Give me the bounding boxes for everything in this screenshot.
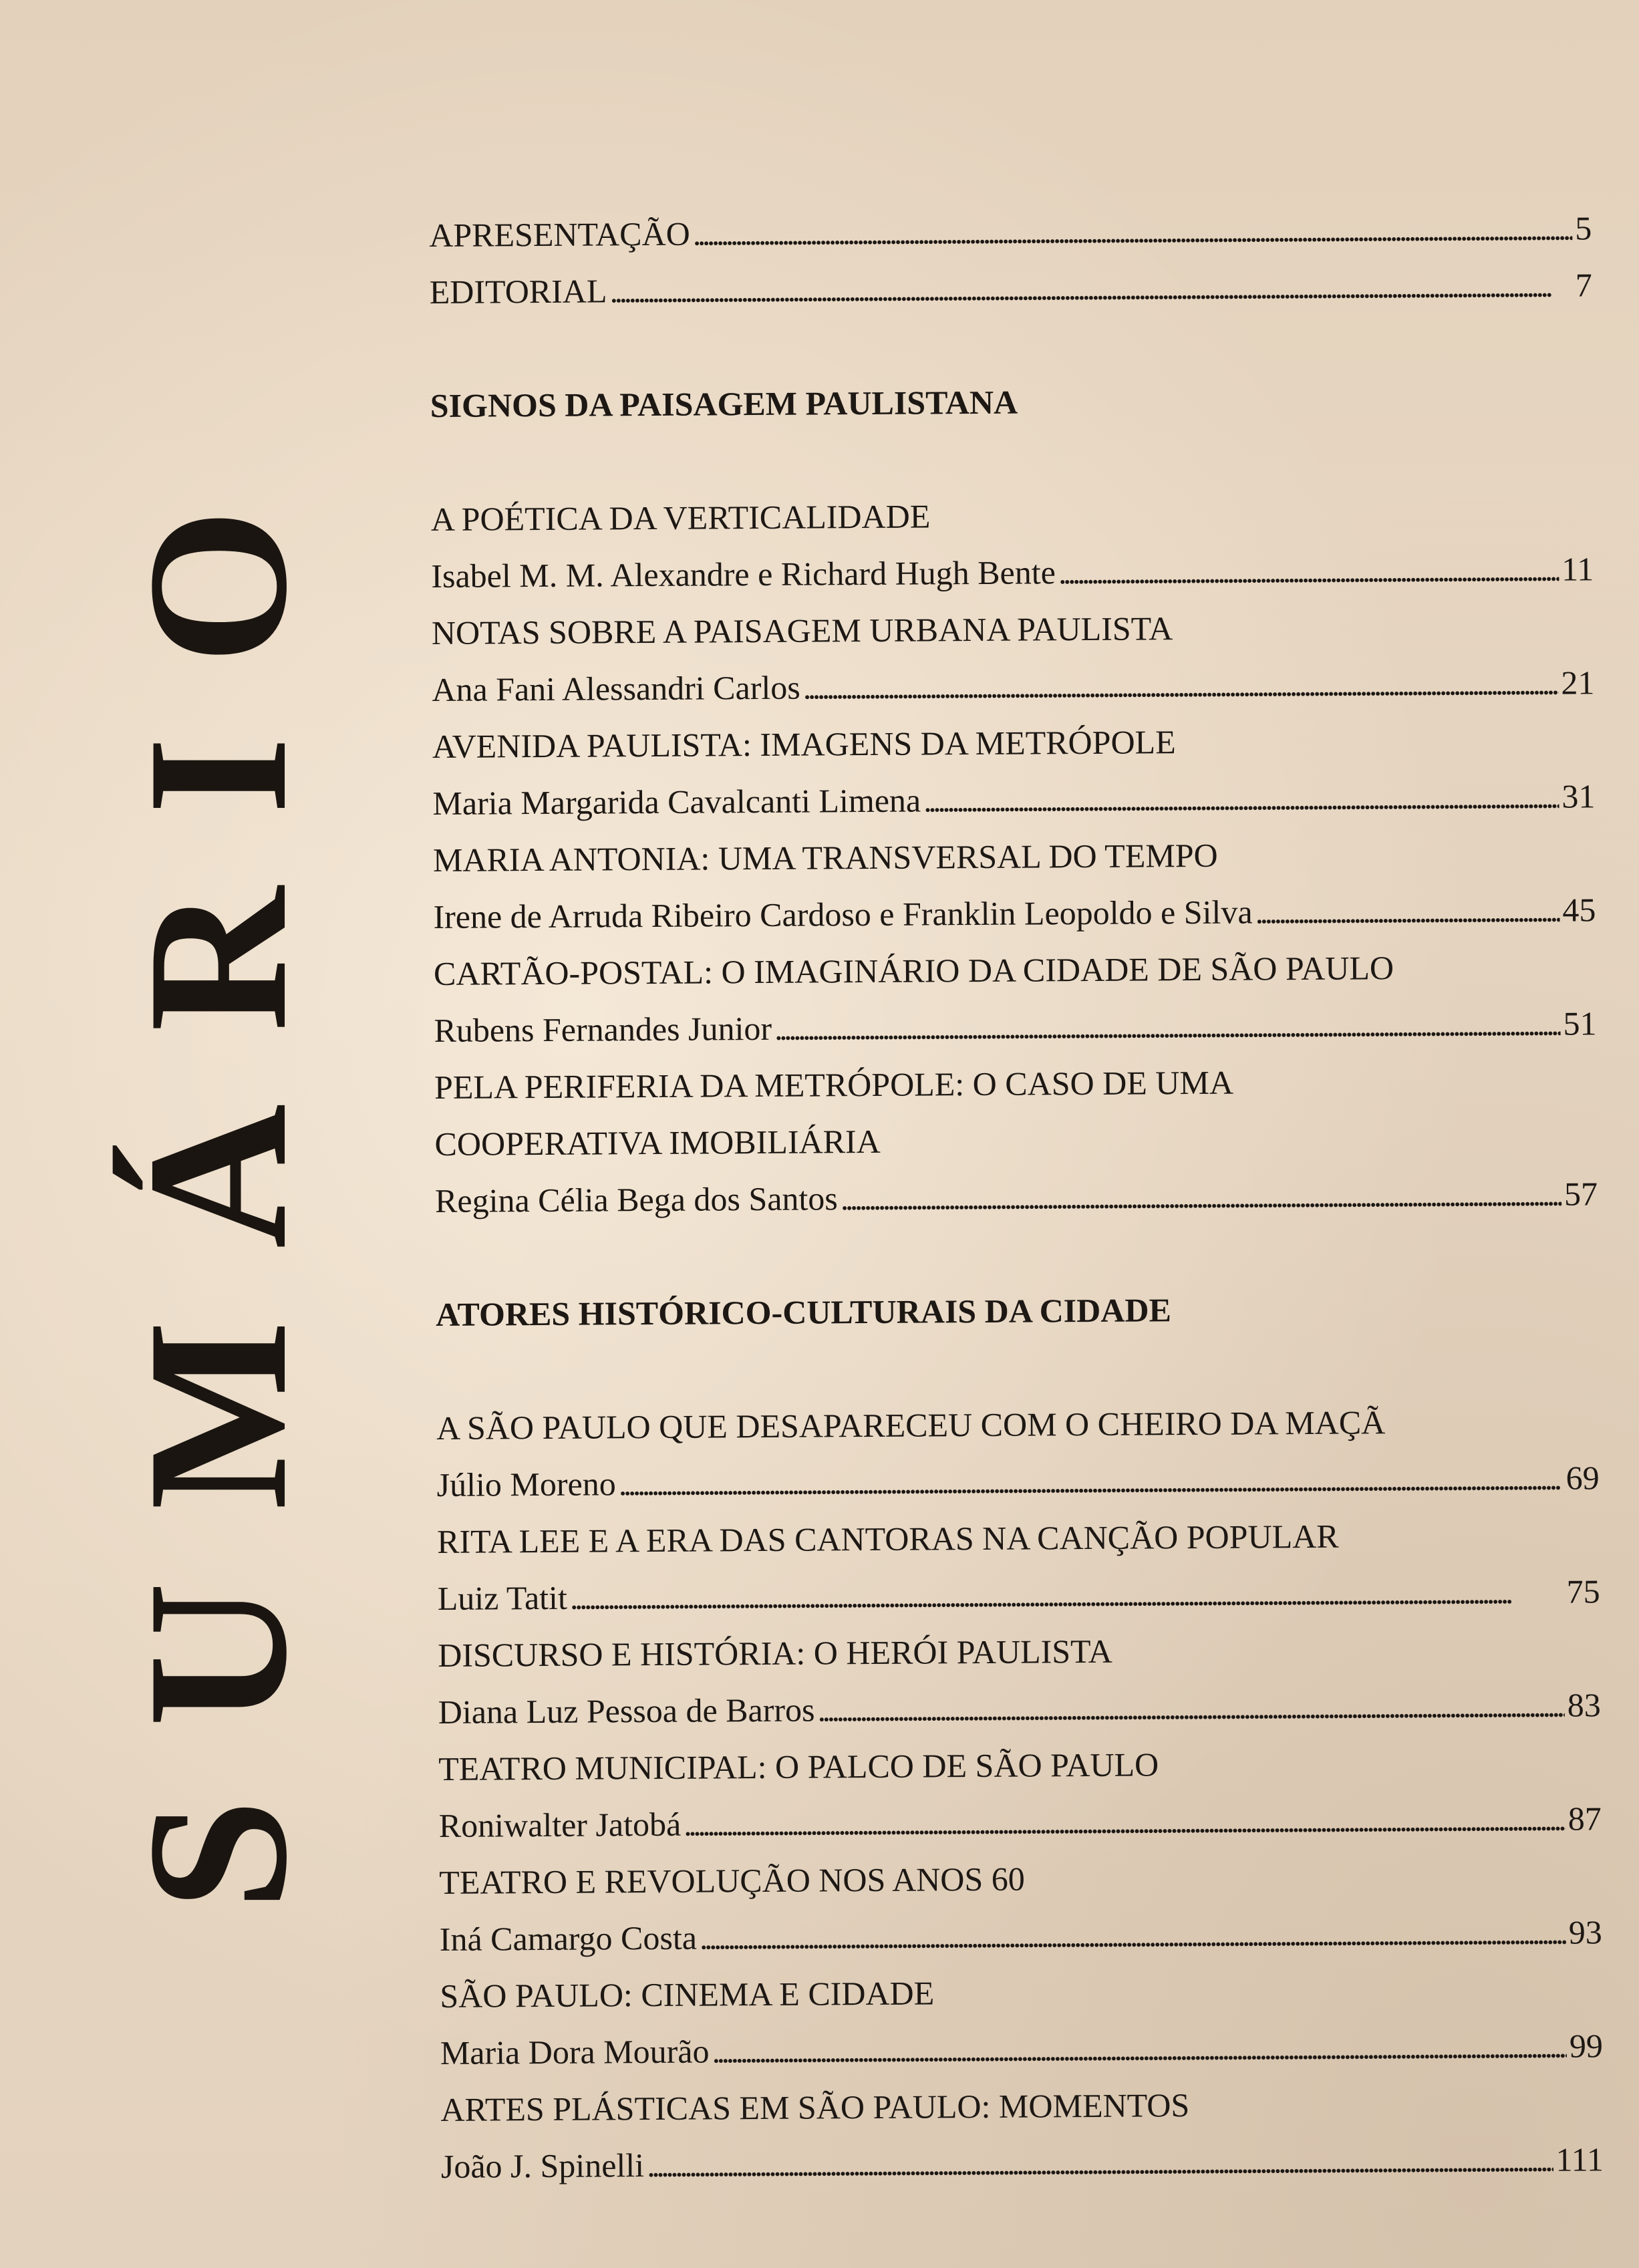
dot-leader [609,257,1573,320]
article-title: MARIA ANTONIA: UMA TRANSVERSAL DO TEMPO [432,836,1218,879]
dot-leader [802,655,1558,716]
dot-leader [1255,882,1559,941]
entry-text: Rubens Fernandes Junior [434,1009,772,1049]
entry-text: Júlio Moreno [436,1465,616,1504]
front-matter-entry [430,257,1592,321]
page-number: 69 [1566,1459,1600,1497]
entry-text: Luiz Tatit [437,1578,568,1617]
entry-text: Irene de Arruda Ribeiro Cardoso e Franklin Leopoldo e Silva [433,893,1253,936]
article-author-entry [435,1165,1598,1230]
dot-leader [841,1166,1562,1228]
front-matter-entry [429,200,1592,264]
entry-text: Isabel M. M. Alexandre e Richard Hugh Bente [431,553,1056,595]
dot-leader [692,200,1572,263]
article-author-entry [434,995,1596,1059]
page-number: 7 [1575,266,1592,304]
page-number: 87 [1568,1800,1602,1838]
entry-text: Roniwalter Jatobá [438,1805,682,1844]
page-number: 93 [1568,1913,1602,1951]
table-of-contents [429,200,1604,2195]
article-author-entry [432,654,1594,718]
page-number: 57 [1563,1175,1598,1213]
page-number: 31 [1561,777,1596,815]
dot-leader [647,2132,1553,2194]
dot-leader [712,2018,1567,2080]
article-title: CARTÃO-POSTAL: O IMAGINÁRIO DA CIDADE DE SÃO PAULO [433,949,1394,992]
article-title: AVENIDA PAULISTA: IMAGENS DA METRÓPOLE [432,723,1176,765]
spacer [430,313,1592,378]
article-author-entry [440,1904,1602,1968]
entry-text: Iná Camargo Costa [439,1919,698,1958]
dot-leader [700,1904,1566,1967]
entry-text: Maria Margarida Cavalcanti Limena [432,781,921,822]
section-heading: SIGNOS DA PAISAGEM PAULISTANA [430,383,1018,424]
article-author-entry [436,1449,1599,1514]
page-number: 5 [1575,209,1592,247]
article-author-entry [438,1677,1601,1741]
article-title: COOPERATIVA IMOBILIÁRIA [434,1122,881,1163]
dot-leader [570,1564,1564,1626]
article-author-entry [439,1790,1602,1854]
page-title: SUMÁRIO [106,436,328,1911]
dot-leader [923,768,1559,829]
entry-text: Ana Fani Alessandri Carlos [432,668,800,708]
article-author-entry [440,2017,1603,2082]
spacer [435,1222,1598,1286]
article-author-entry [441,2131,1604,2195]
entry-text: EDITORIAL [429,272,607,311]
spacer [436,1336,1598,1400]
entry-text: Diana Luz Pessoa de Barros [438,1691,815,1731]
article-author-entry [433,881,1596,946]
page-number: 51 [1563,1004,1597,1042]
spacer [430,427,1593,491]
article-title: DISCURSO E HISTÓRIA: O HERÓI PAULISTA [438,1632,1112,1674]
dot-leader [618,1450,1563,1513]
article-title: PELA PERIFERIA DA METRÓPOLE: O CASO DE UMA [434,1063,1234,1106]
entry-text: Regina Célia Bega dos Santos [434,1179,838,1220]
article-author-entry [437,1563,1600,1627]
article-title: TEATRO E REVOLUÇÃO NOS ANOS 60 [439,1860,1025,1901]
page-number: 111 [1555,2140,1604,2178]
section-heading: ATORES HISTÓRICO-CULTURAIS DA CIDADE [435,1291,1172,1333]
article-title: RITA LEE E A ERA DAS CANTORAS NA CANÇÃO POPULAR [437,1517,1339,1560]
article-title: TEATRO MUNICIPAL: O PALCO DE SÃO PAULO [438,1745,1159,1788]
page-number: 45 [1562,891,1596,929]
article-title: SÃO PAULO: CINEMA E CIDADE [440,1974,935,2015]
page-number: 21 [1561,664,1595,702]
vertical-title-container [107,287,327,2132]
dot-leader [1058,541,1559,601]
page-number: 75 [1566,1572,1600,1610]
dot-leader [774,996,1561,1057]
page-number: 99 [1569,2027,1604,2065]
article-author-entry [432,768,1595,832]
entry-text: João J. Spinelli [440,2146,645,2185]
dot-leader [817,1677,1565,1739]
entry-text: APRESENTAÇÃO [429,215,690,254]
entry-text: Maria Dora Mourão [440,2032,710,2072]
article-author-entry [431,541,1594,605]
article-title: A POÉTICA DA VERTICALIDADE [430,497,931,538]
page-number: 83 [1567,1686,1601,1724]
article-title: NOTAS SOBRE A PAISAGEM URBANA PAULISTA [431,609,1173,652]
article-title: A SÃO PAULO QUE DESAPARECEU COM O CHEIRO DA MAÇÃ [436,1403,1386,1447]
dot-leader [684,1791,1566,1853]
page-number: 11 [1561,550,1594,588]
article-title: ARTES PLÁSTICAS EM SÃO PAULO: MOMENTOS [440,2086,1190,2128]
